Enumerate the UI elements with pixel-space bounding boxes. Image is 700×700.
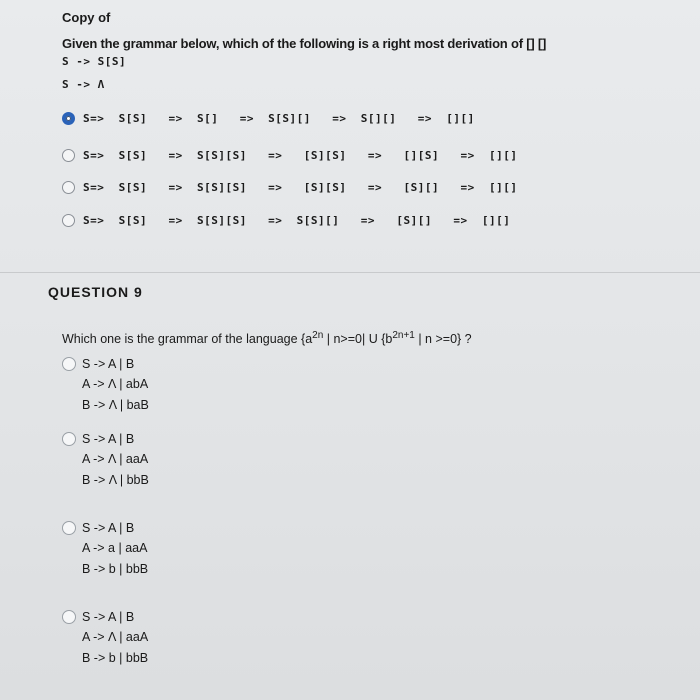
grammar-line: B -> b | bbB	[82, 562, 149, 576]
derivation-text: S=> S[S] => S[] => S[S][] => S[][] => [][]	[83, 111, 475, 125]
grammar-rule: S -> S[S]	[62, 55, 127, 68]
grammar-line: B -> b | bbB	[82, 651, 149, 665]
answer-option[interactable]	[62, 607, 148, 669]
radio-button[interactable]	[62, 521, 76, 535]
question-prompt: Given the grammar below, which of the following is a right most derivation of [] []	[62, 36, 547, 51]
radio-button-selected[interactable]	[62, 112, 75, 125]
question-prompt: Which one is the grammar of the language {$a^{2n}$ | n>=0| U {$b^{2n+1}$ | n >=0} ?	[62, 330, 472, 347]
grammar-line: S -> A | B	[82, 521, 135, 535]
answer-option[interactable]	[62, 145, 517, 165]
radio-button[interactable]	[62, 432, 76, 446]
derivation-text: S=> S[S] => S[S][S] => S[S][] => [S][] => [][]	[83, 213, 511, 227]
answer-option[interactable]	[62, 210, 510, 230]
radio-button[interactable]	[62, 357, 76, 371]
grammar-line: S -> A | B	[82, 357, 135, 371]
grammar-rule: S -> Λ	[62, 78, 105, 91]
grammar-line: A -> a | aaA	[82, 541, 148, 555]
grammar-line: A -> Λ | aaA	[82, 452, 149, 466]
radio-button[interactable]	[62, 610, 76, 624]
derivation-text: S=> S[S] => S[S][S] => [S][S] => [S][] => [][]	[83, 180, 518, 194]
answer-option[interactable]	[62, 518, 148, 580]
answer-option[interactable]	[62, 354, 149, 416]
grammar-line: S -> A | B	[82, 610, 135, 624]
grammar-line: B -> Λ | baB	[82, 398, 149, 412]
question-heading: QUESTION 9	[48, 284, 143, 300]
grammar-line: A -> Λ | aaA	[82, 630, 149, 644]
radio-button[interactable]	[62, 214, 75, 227]
answer-option[interactable]	[62, 177, 517, 197]
grammar-line: B -> Λ | bbB	[82, 473, 149, 487]
grammar-line: A -> Λ | abA	[82, 377, 149, 391]
radio-button[interactable]	[62, 149, 75, 162]
derivation-text: S=> S[S] => S[S][S] => [S][S] => [][S] => [][]	[83, 148, 518, 162]
radio-button[interactable]	[62, 181, 75, 194]
question-heading: Copy of	[62, 10, 111, 25]
grammar-line: S -> A | B	[82, 432, 135, 446]
answer-option[interactable]	[62, 429, 149, 491]
section-divider	[0, 272, 700, 273]
answer-option[interactable]	[62, 108, 475, 128]
